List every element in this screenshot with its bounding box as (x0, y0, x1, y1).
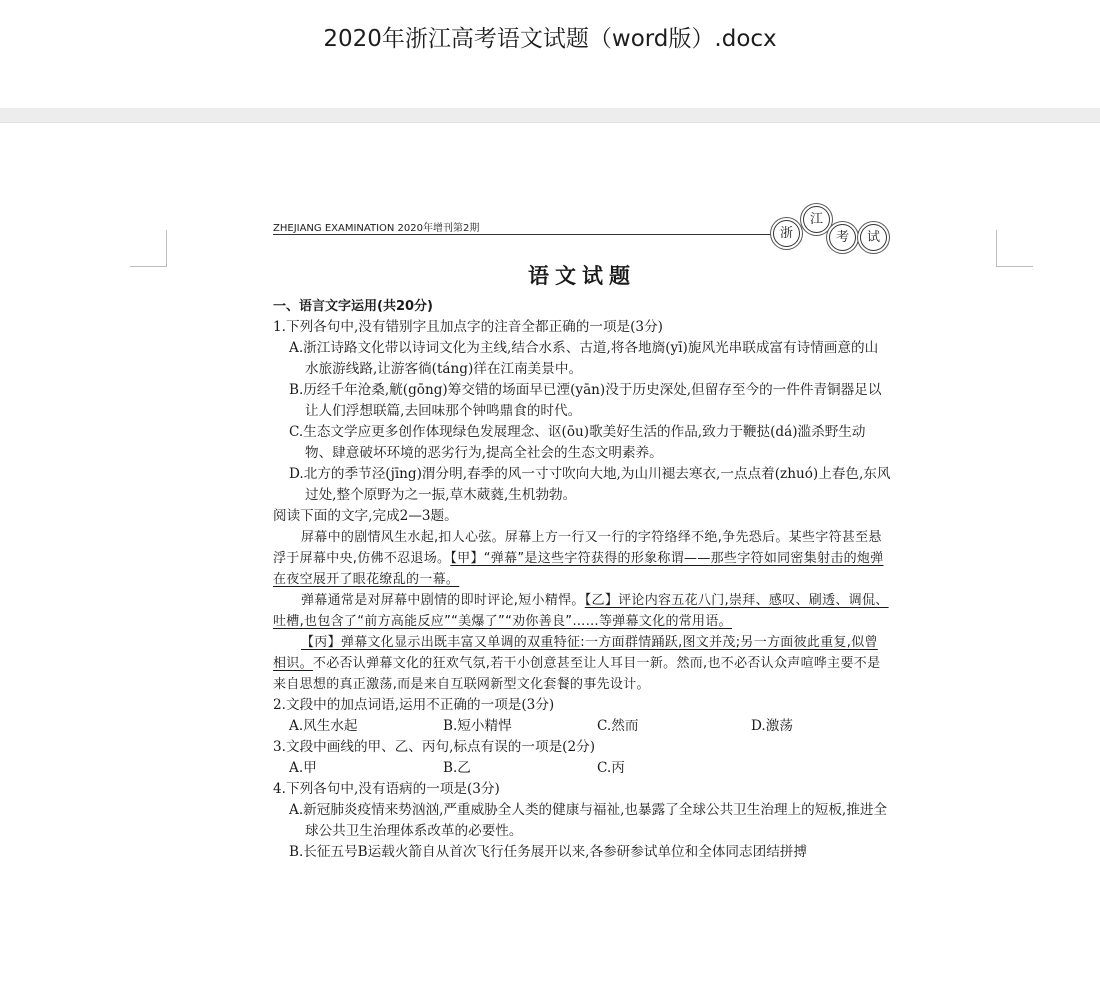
passage-paragraph-2 (273, 590, 891, 632)
question-4-option-a: A.新冠肺炎疫情来势汹汹,严重威胁全人类的健康与福祉,也暴露了全球公共卫生治理上的短板,推进全球公共卫生治理体系改革的必要性。 (289, 802, 888, 839)
question-1-option-c: C.生态文学应更多创作体现绿色发展理念、讴(ōu)歌美好生活的作品,致力于鞭挞(dá)滥杀野生动物、肆意破坏环境的恶劣行为,提高全社会的生态文明素养。 (289, 424, 866, 461)
choice: A.风生水起 (289, 718, 358, 734)
underlined-sentence-yi: 【乙】评论内容五花八门,崇拜、感叹、刷透、调侃、吐槽,也包含了“前方高能反应”“美爆了”“劝你善良”……等弹幕文化的常用语。 (273, 593, 889, 629)
choice: D.激荡 (751, 718, 793, 734)
document-file-title: 2020年浙江高考语文试题（word版）.docx (323, 26, 777, 52)
question-3-stem: 3.文段中画线的甲、乙、丙句,标点有误的一项是(2分) (273, 739, 596, 755)
question-4-stem: 4.下列各句中,没有语病的一项是(3分) (273, 781, 500, 797)
page-corner-mark-left (130, 230, 167, 267)
exam-title: 语文试题 (528, 263, 636, 288)
section-heading: 一、语言文字运用(共20分) (273, 299, 433, 314)
question-1-option-a: A.浙江诗路文化带以诗词文化为主线,结合水系、古道,将各地旖(yī)旎风光串联成富有诗情画意的山水旅游线路,让游客徜(táng)徉在江南美景中。 (289, 340, 879, 377)
header-rule (273, 234, 778, 235)
choice: C.然而 (597, 718, 639, 734)
journal-name: ZHEJIANG EXAMINATION 2020年增刊第2期 (273, 223, 480, 234)
passage-text: 屏幕中的剧情风生水起,扣人心弦。屏幕上方一行又一行的字符络绎不绝,争先恐后。某些字符甚至悬浮于屏幕中央,仿佛不忍退场。 (273, 530, 882, 566)
question-1-stem: 1.下列各句中,没有错别字且加点字的注音全都正确的一项是(3分) (273, 319, 663, 335)
seal-char: 浙 (773, 220, 800, 247)
passage-text: 不必否认弹幕文化的狂欢气氛,若干小创意甚至让人耳目一新。然而,也不必否认众声喧哗主要不是来自思想的真正激荡,而是来自互联网新型文化套餐的事先设计。 (273, 656, 881, 692)
question-2-choices (273, 716, 891, 737)
seal-char: 江 (803, 206, 830, 233)
title-bar (0, 0, 1100, 108)
question-1-option-d: D.北方的季节泾(jīng)渭分明,春季的风一寸寸吹向大地,为山川褪去寒衣,一点点着(zhuó)上春色,东风过处,整个原野为之一振,草木葳蕤,生机勃勃。 (289, 466, 891, 503)
question-4-option-b: B.长征五号B运载火箭自从首次飞行任务展开以来,各参研参试单位和全体同志团结拼搏 (289, 844, 807, 860)
passage-text: 弹幕通常是对屏幕中剧情的即时评论,短小精悍。 (301, 593, 585, 608)
choice: C.丙 (597, 760, 625, 776)
journal-header (273, 212, 891, 252)
reading-instruction: 阅读下面的文字,完成2—3题。 (273, 508, 458, 524)
toolbar-divider (0, 108, 1100, 123)
passage-paragraph-3 (273, 632, 891, 695)
question-1-option-b: B.历经千年沧桑,觥(gōng)筹交错的场面早已湮(yān)没于历史深处,但留存至今的一件件青铜器足以让人们浮想联篇,去回味那个钟鸣鼎食的时代。 (289, 382, 882, 419)
choice: B.短小精悍 (443, 718, 512, 734)
page-corner-mark-right (996, 230, 1033, 267)
underlined-sentence-jia: 【甲】“弹幕”是这些字符获得的形象称谓——那些字符如同密集射击的炮弹在夜空展开了眼花缭乱的一幕。 (273, 551, 884, 587)
question-2-stem: 2.文段中的加点词语,运用不正确的一项是(3分) (273, 697, 555, 713)
seal-char: 试 (860, 224, 887, 251)
document-content (273, 212, 891, 863)
question-3-choices (273, 758, 891, 779)
seal-logo (773, 206, 893, 256)
choice: B.乙 (443, 760, 471, 776)
passage-paragraph-1 (273, 527, 891, 590)
seal-char: 考 (829, 224, 856, 251)
choice: A.甲 (289, 760, 317, 776)
underlined-sentence-bing: 【丙】弹幕文化显示出既丰富又单调的双重特征:一方面群情踊跃,图文并茂;另一方面彼此重复,似曾相识。 (273, 635, 878, 671)
